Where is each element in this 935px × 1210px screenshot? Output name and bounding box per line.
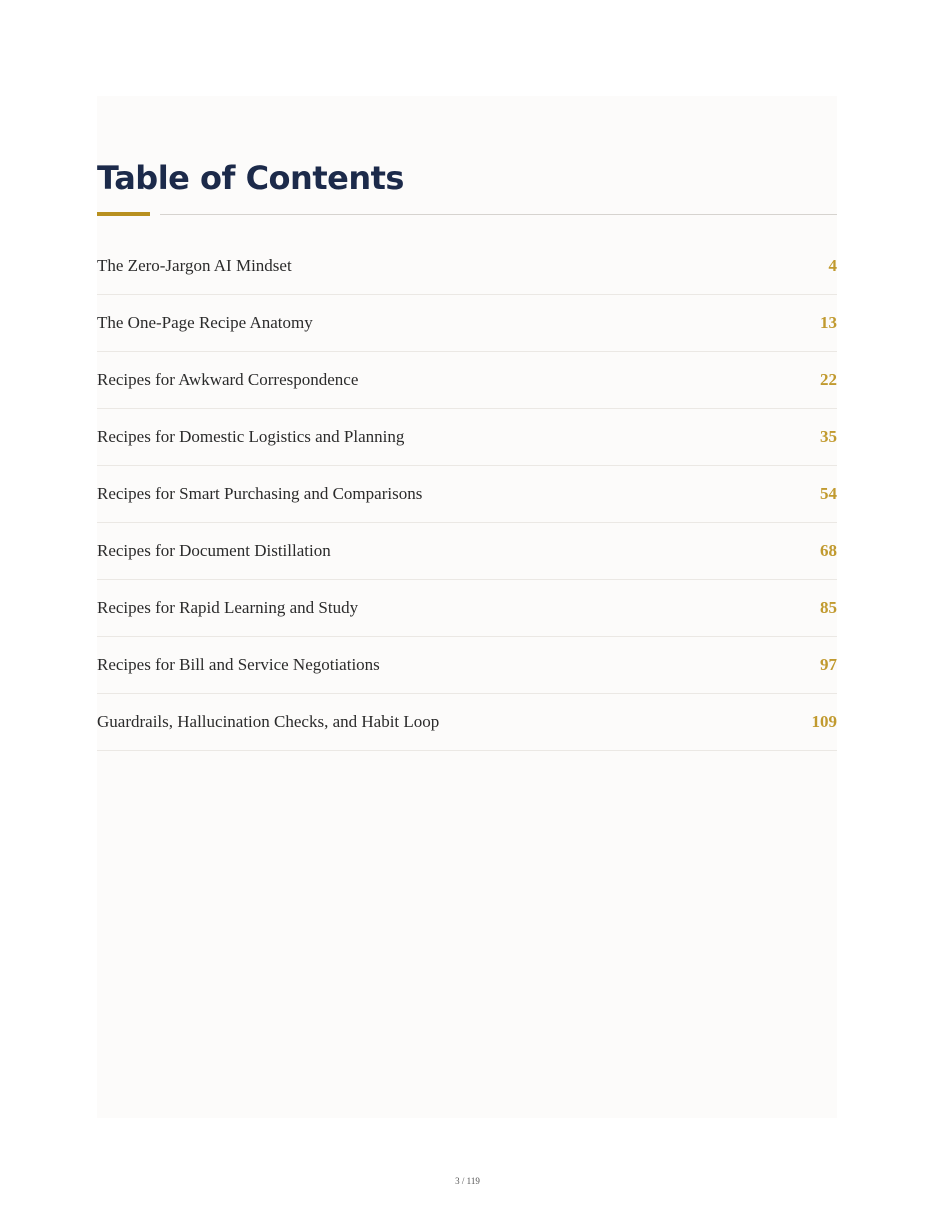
- toc-entry[interactable]: [97, 523, 837, 580]
- toc-entry-title: Recipes for Smart Purchasing and Comparisons: [97, 484, 423, 503]
- title-accent-rule: [97, 212, 150, 216]
- toc-list: [97, 238, 837, 751]
- toc-entry-title: Recipes for Bill and Service Negotiations: [97, 655, 380, 674]
- toc-entry[interactable]: [97, 352, 837, 409]
- toc-entry-title: Guardrails, Hallucination Checks, and Habit Loop: [97, 712, 440, 731]
- toc-entry[interactable]: [97, 637, 837, 694]
- toc-entry-page: 4: [828, 256, 837, 275]
- page-indicator: 3 / 119: [455, 1176, 480, 1186]
- toc-entry[interactable]: [97, 409, 837, 466]
- toc-entry-page: 97: [820, 655, 837, 674]
- toc-entry-page: 35: [820, 427, 837, 446]
- toc-entry-page: 22: [820, 370, 837, 389]
- toc-entry[interactable]: [97, 580, 837, 637]
- page-title: Table of Contents: [97, 159, 404, 197]
- toc-entry-title: The One-Page Recipe Anatomy: [97, 313, 313, 332]
- toc-entry-page: 54: [820, 484, 837, 503]
- toc-entry-page: 85: [820, 598, 837, 617]
- toc-entry-title: Recipes for Awkward Correspondence: [97, 370, 359, 389]
- toc-entry-title: Recipes for Domestic Logistics and Planning: [97, 427, 405, 446]
- toc-entry-page: 68: [820, 541, 837, 560]
- toc-entry-title: Recipes for Document Distillation: [97, 541, 331, 560]
- toc-entry[interactable]: [97, 238, 837, 295]
- toc-entry[interactable]: [97, 466, 837, 523]
- toc-entry[interactable]: [97, 295, 837, 352]
- toc-entry[interactable]: [97, 694, 837, 751]
- toc-entry-title: The Zero-Jargon AI Mindset: [97, 256, 292, 275]
- toc-entry-page: 13: [820, 313, 837, 332]
- toc-entry-page: 109: [811, 712, 837, 731]
- title-divider: [160, 214, 837, 215]
- toc-entry-title: Recipes for Rapid Learning and Study: [97, 598, 359, 617]
